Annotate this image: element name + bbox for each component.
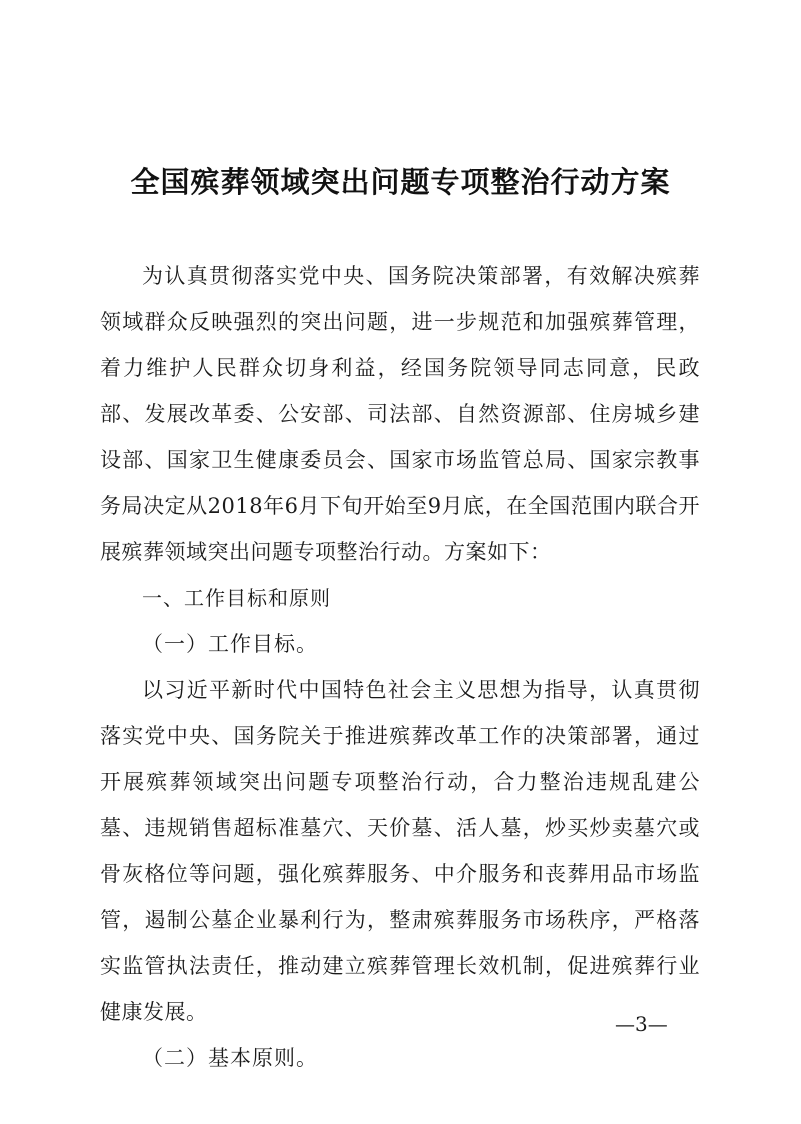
intro-paragraph: 为认真贯彻落实党中央、国务院决策部署，有效解决殡葬领域群众反映强烈的突出问题，进一步规范和加强殡葬管理，着力维护人民群众切身利益，经国务院领导同志同意，民政部、发展改革委、公安部、司法部、自然资源部、住房城乡建设部、国家卫生健康委员会、国家市场监管总局、国家宗教事务局决定从2018年6月下旬开始至9月底，在全国范围内联合开展殡葬领域突出问题专项整治行动。方案如下： xyxy=(100,264,700,564)
goals-paragraph: 以习近平新时代中国特色社会主义思想为指导，认真贯彻落实党中央、国务院关于推进殡葬改革工作的决策部署，通过开展殡葬领域突出问题专项整治行动，合力整治违规乱建公墓、违规销售超标准墓穴、天价墓、活人墓，炒买炒卖墓穴或骨灰格位等问题，强化殡葬服务、中介服务和丧葬用品市场监管，遏制公墓企业暴利行为，整肃殡葬服务市场秩序，严格落实监管执法责任，推动建立殡葬管理长效机制，促进殡葬行业健康发展。 xyxy=(100,678,700,1024)
page-number: —3— xyxy=(615,1012,668,1036)
subsection-heading-principles: （二）基本原则。 xyxy=(142,1046,318,1070)
document-title: 全国殡葬领域突出问题专项整治行动方案 xyxy=(130,165,671,199)
document-body xyxy=(100,253,700,1081)
section-heading-goals-principles: 一、工作目标和原则 xyxy=(142,586,331,610)
subsection-heading-goals: （一）工作目标。 xyxy=(142,632,318,656)
